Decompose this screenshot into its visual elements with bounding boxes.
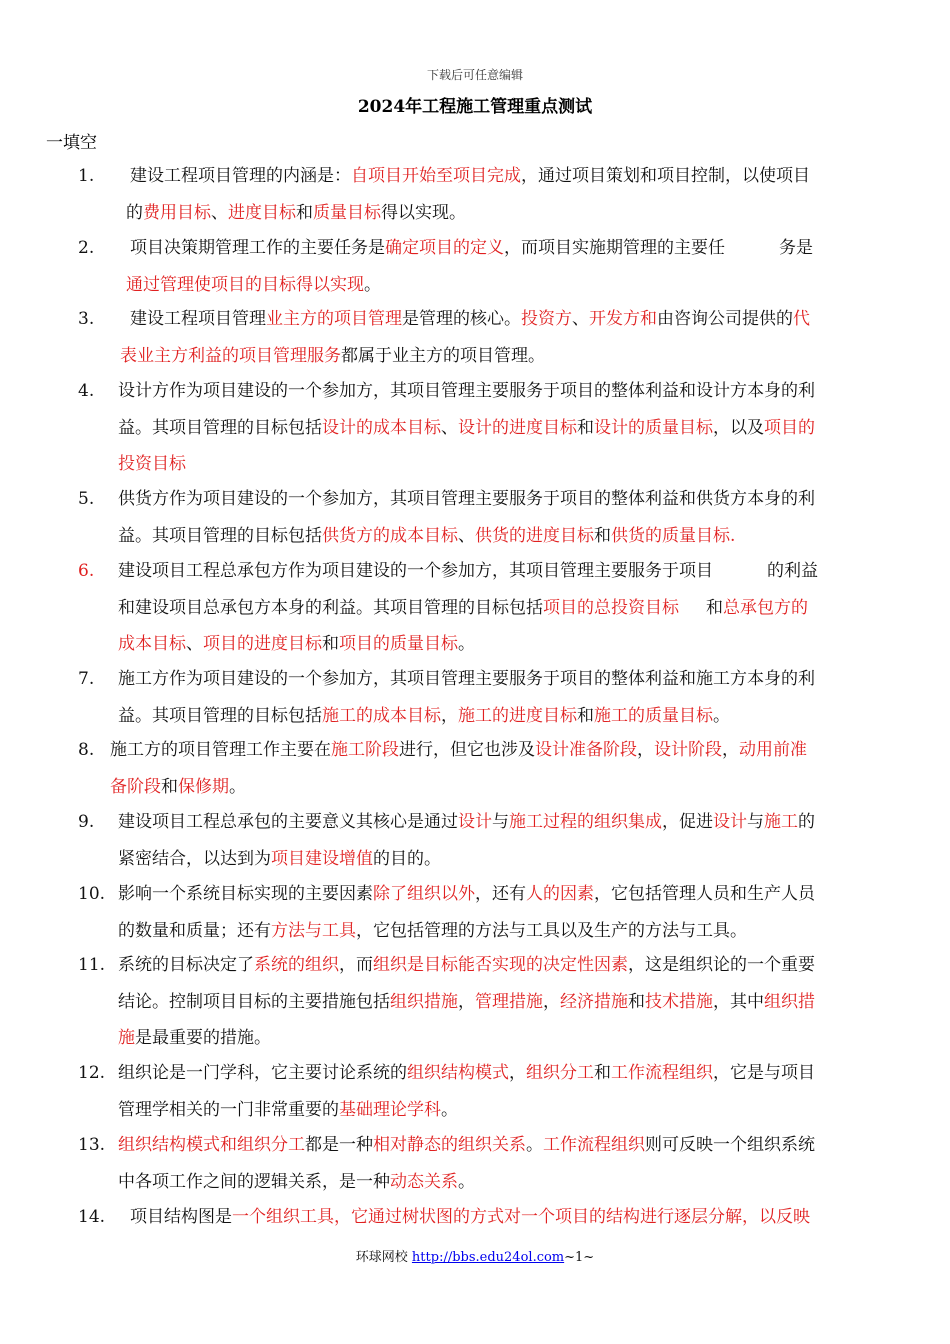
question-text: 是管理的核心。 [402, 309, 521, 329]
question-line [118, 984, 815, 1021]
question-number: 4. [78, 381, 95, 401]
answer-text: 设计的成本目标 [322, 417, 441, 438]
question-text: ，而 [339, 955, 373, 975]
question-line [118, 446, 186, 483]
question-line [118, 804, 815, 841]
question-line [118, 876, 815, 913]
question-text: 管理学相关的一门非常重要的 [118, 1099, 339, 1120]
question-text: 施工方作为项目建设的一个参加方，其项目管理主要服务于项目的整体利益和施工方本身的利 [118, 669, 815, 689]
answer-text: 组织措施 [390, 991, 458, 1012]
answer-text: 动用前准 [739, 740, 807, 760]
answer-text: 人的因素 [526, 884, 594, 904]
answer-text: 投资目标 [118, 454, 186, 474]
question-text: 。 [458, 1171, 475, 1192]
question-number: 10. [78, 884, 106, 904]
answer-text: 基础理论学科 [339, 1099, 441, 1120]
answer-text: 相对静态的组织关系 [373, 1135, 526, 1155]
answer-text: 组织措 [764, 991, 815, 1012]
question-text: 。 [441, 1099, 458, 1120]
answer-text: 施 [118, 1028, 135, 1048]
question-line [118, 661, 815, 698]
question-line [118, 1020, 271, 1057]
question-text: 和 [161, 776, 178, 797]
footer-link[interactable]: http://bbs.edu24ol.com [411, 1250, 565, 1265]
question-text: ，而项目实施期管理的主要任 务是 [504, 238, 814, 258]
question-text: 。 [526, 1135, 543, 1155]
question-text: 与 [492, 812, 509, 832]
question-text: 和 [577, 705, 594, 726]
question-text: 和建设项目总承包方本身的利益。其项目管理的目标包括 [118, 597, 543, 618]
question-text: 供货方作为项目建设的一个参加方，其项目管理主要服务于项目的整体利益和供货方本身的利 [118, 489, 815, 509]
question-line [118, 947, 815, 984]
question-line [118, 913, 747, 950]
question-text: ，它是与项目 [713, 1063, 815, 1083]
question-text: ，其中 [713, 991, 764, 1012]
question-text: ， [722, 740, 739, 760]
question-text: ， [543, 991, 560, 1012]
question-line [118, 373, 815, 410]
answer-text: 表业主方利益的项目管理服务 [120, 345, 341, 366]
question-text: 由咨询公司提供的 [657, 309, 793, 329]
answer-text: 供货方的成本目标 [322, 525, 458, 546]
answer-text: 投资方 [521, 309, 572, 329]
question-text: ， [441, 705, 458, 726]
question-text: 设计方作为项目建设的一个参加方，其项目管理主要服务于项目的整体利益和设计方本身的利 [118, 381, 815, 401]
question-text: 是最重要的措施。 [135, 1028, 271, 1048]
question-text: 和 [679, 597, 724, 618]
question-line [130, 158, 810, 195]
section-label: 一填空 [46, 133, 97, 153]
question-text: 、 [441, 417, 458, 438]
answer-text: 质量目标 [313, 202, 381, 223]
question-line [118, 1127, 815, 1164]
answer-text: 代 [793, 309, 810, 329]
question-text: 和 [628, 991, 645, 1012]
question-text: 。 [364, 274, 381, 295]
question-text: 得以实现。 [381, 202, 466, 223]
answer-text: 总承包方的 [723, 597, 809, 618]
answer-text: 费用目标 [143, 202, 211, 223]
question-text: 建设项目工程总承包方作为项目建设的一个参加方，其项目管理主要服务于项目 的利益 [118, 561, 819, 581]
answer-text: 工作流程组织 [611, 1063, 713, 1083]
question-number: 14. [78, 1207, 106, 1227]
answer-text: 保修期 [178, 776, 229, 797]
answer-text: 业主方的项目管理 [266, 309, 402, 329]
answer-text: 设计的质量目标 [594, 417, 713, 438]
question-text: 结论。控制项目目标的主要措施包括 [118, 991, 390, 1012]
question-text: 都属于业主方的项目管理。 [341, 345, 545, 366]
answer-text: 组织分工 [526, 1063, 594, 1083]
answer-text: 项目建设增值 [271, 848, 373, 869]
question-text: 的数量和质量；还有 [118, 920, 271, 941]
question-text: 则可反映一个组织系统 [645, 1135, 815, 1155]
question-text: 益。其项目管理的目标包括 [118, 525, 322, 546]
answer-text: 方法与工具 [271, 920, 356, 941]
answer-text: 组织是目标能否实现的决定性因素 [373, 955, 628, 975]
answer-text: 经济措施 [560, 991, 628, 1012]
question-text: 影响一个系统目标实现的主要因素 [118, 884, 373, 904]
answer-text: 成本目标 [118, 634, 186, 654]
answer-text: 备阶段 [110, 776, 161, 797]
question-text: ，促进 [662, 812, 713, 832]
question-text: 和 [296, 202, 313, 223]
question-text: 和 [594, 1063, 611, 1083]
answer-text: 项目的进度目标 [203, 634, 322, 654]
question-line [118, 1055, 815, 1092]
question-text: ， [458, 991, 475, 1012]
page-footer [0, 1246, 950, 1265]
question-line [118, 518, 735, 555]
question-text: ， [509, 1063, 526, 1083]
question-text: 施工方的项目管理工作主要在 [110, 740, 331, 760]
answer-text: 项目的质量目标 [339, 634, 458, 654]
answer-text: 组织结构模式 [407, 1063, 509, 1083]
question-text: 项目决策期管理工作的主要任务是 [130, 238, 385, 258]
question-text: 系统的目标决定了 [118, 955, 254, 975]
question-text: 都是一种 [305, 1135, 373, 1155]
question-text: 的 [798, 812, 815, 832]
question-text: 建设项目工程总承包的主要意义其核心是通过 [118, 812, 458, 832]
question-line [118, 626, 475, 663]
answer-text: 项目的总投资目标 [543, 597, 679, 618]
question-line [118, 1164, 475, 1201]
question-number: 5. [78, 489, 95, 509]
question-text: 、 [458, 525, 475, 546]
question-text: 紧密结合，以达到为 [118, 848, 271, 869]
answer-text: 设计 [458, 812, 492, 832]
question-text: 、 [211, 202, 228, 223]
question-line [130, 1199, 810, 1236]
question-text: 益。其项目管理的目标包括 [118, 705, 322, 726]
question-text: ， [637, 740, 654, 760]
question-line [118, 590, 808, 627]
document-title: 2024年工程施工管理重点测试 [357, 97, 593, 117]
answer-text: 项目的 [764, 417, 815, 438]
question-number: 13. [78, 1135, 106, 1155]
question-line [118, 553, 818, 590]
answer-text: 供货的进度目标 [475, 525, 594, 546]
answer-text: 设计 [713, 812, 747, 832]
question-text: 和 [594, 525, 611, 546]
question-line [118, 481, 815, 518]
question-line [126, 267, 381, 304]
question-text: ，通过项目策划和项目控制，以使项目 [521, 166, 810, 186]
header-note: 下载后可任意编辑 [426, 68, 523, 82]
answer-text: 通过管理使项目的目标得以实现 [126, 274, 364, 295]
question-number: 7. [78, 669, 95, 689]
answer-text: 设计的进度目标 [458, 417, 577, 438]
question-line [126, 195, 466, 232]
footer-prefix: 环球网校 [355, 1250, 412, 1265]
question-text: 的 [126, 202, 143, 223]
answer-text: 工作流程组织 [543, 1135, 645, 1155]
question-text: 进行，但它也涉及 [399, 740, 535, 760]
answer-text: 自项目开始至项目完成 [351, 166, 521, 186]
question-text: 。 [713, 705, 730, 726]
answer-text: 设计准备阶段 [535, 740, 637, 760]
question-number: 1. [78, 166, 95, 186]
question-text: 、 [186, 634, 203, 654]
question-text: 益。其项目管理的目标包括 [118, 417, 322, 438]
question-text: 与 [747, 812, 764, 832]
answer-text: 开发方和 [589, 309, 657, 329]
question-text: 项目结构图是 [130, 1207, 232, 1227]
question-text: 和 [577, 417, 594, 438]
question-number: 3. [78, 309, 95, 329]
answer-text: 施工过程的组织集成 [509, 812, 662, 832]
answer-text: 施工的成本目标 [322, 705, 441, 726]
question-text: ，它包括管理的方法与工具以及生产的方法与工具。 [356, 920, 747, 941]
answer-text: 技术措施 [645, 991, 713, 1012]
question-text: 。 [458, 634, 475, 654]
question-line [120, 338, 545, 375]
question-number: 6. [78, 561, 95, 581]
answer-text: 施工 [764, 812, 798, 832]
answer-text: 施工的进度目标 [458, 705, 577, 726]
question-text: 的目的。 [373, 848, 441, 869]
answer-text: 除了组织以外 [373, 884, 475, 904]
question-line [110, 732, 807, 769]
question-line [130, 230, 813, 267]
question-text: 建设工程项目管理的内涵是： [130, 166, 351, 186]
question-text: 、 [572, 309, 589, 329]
answer-text: 系统的组织 [254, 955, 339, 975]
question-number: 11. [78, 955, 106, 975]
answer-text: 供货的质量目标. [611, 525, 736, 546]
question-number: 8. [78, 740, 95, 760]
question-text: ，它包括管理人员和生产人员 [594, 884, 815, 904]
answer-text: 施工阶段 [331, 740, 399, 760]
question-number: 2. [78, 238, 95, 258]
question-line [118, 841, 441, 878]
answer-text: 动态关系 [390, 1171, 458, 1192]
answer-text: 组织结构模式和组织分工 [118, 1135, 305, 1155]
question-text: ，还有 [475, 884, 526, 904]
question-line [118, 410, 815, 447]
question-number: 9. [78, 812, 95, 832]
answer-text: 确定项目的定义 [385, 238, 504, 258]
answer-text: 管理措施 [475, 991, 543, 1012]
question-text: 。 [229, 776, 246, 797]
question-line [118, 1092, 458, 1129]
answer-text: 一个组织工具，它通过树状图的方式对一个项目的结构进行逐层分解，以反映 [232, 1207, 810, 1227]
answer-text: 设计阶段 [654, 740, 722, 760]
question-line [118, 698, 730, 735]
question-line [110, 769, 246, 806]
question-text: 和 [322, 634, 339, 654]
question-text: 组织论是一门学科，它主要讨论系统的 [118, 1063, 407, 1083]
question-text: 中各项工作之间的逻辑关系，是一种 [118, 1171, 390, 1192]
question-number: 12. [78, 1063, 106, 1083]
question-text: ，这是组织论的一个重要 [628, 955, 815, 975]
question-text: 建设工程项目管理 [130, 309, 266, 329]
question-text: ，以及 [713, 417, 764, 438]
answer-text: 施工的质量目标 [594, 705, 713, 726]
page-number: ~1~ [564, 1250, 595, 1265]
question-line [130, 301, 810, 338]
answer-text: 进度目标 [228, 202, 296, 223]
